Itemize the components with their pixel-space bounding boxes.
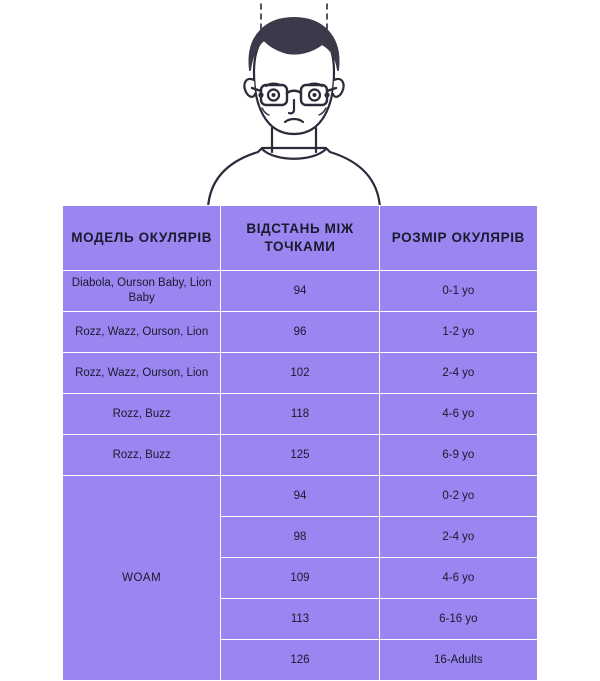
cell-distance: 94: [221, 271, 379, 312]
table-row: [63, 353, 538, 394]
cell-distance: 118: [221, 394, 379, 435]
cell-model: Rozz, Buzz: [63, 435, 221, 476]
cell-size: 2-4 yo: [379, 517, 537, 558]
cell-distance: 125: [221, 435, 379, 476]
cell-model-woam: WOAM: [63, 476, 221, 681]
cell-size: 1-2 yo: [379, 312, 537, 353]
header-size: РОЗМІР ОКУЛЯРІВ: [379, 206, 537, 271]
cell-distance: 109: [221, 558, 379, 599]
cell-size: 2-4 yo: [379, 353, 537, 394]
cell-size: 6-9 yo: [379, 435, 537, 476]
table-row: [63, 435, 538, 476]
cell-model: Rozz, Wazz, Ourson, Lion: [63, 353, 221, 394]
size-table-container: [62, 205, 538, 681]
cell-model: Rozz, Buzz: [63, 394, 221, 435]
cell-size: 6-16 yo: [379, 599, 537, 640]
table-row-woam: [63, 476, 538, 517]
cell-distance: 94: [221, 476, 379, 517]
cell-distance: 113: [221, 599, 379, 640]
measure-point-right: [324, 92, 329, 97]
cell-size: 0-2 yo: [379, 476, 537, 517]
cell-model: Rozz, Wazz, Ourson, Lion: [63, 312, 221, 353]
table-row: [63, 394, 538, 435]
cell-model: Diabola, Ourson Baby, Lion Baby: [63, 271, 221, 312]
cell-distance: 98: [221, 517, 379, 558]
cell-distance: 126: [221, 640, 379, 681]
cell-size: 16-Adults: [379, 640, 537, 681]
illustration-child-with-glasses: [0, 0, 600, 210]
table-row: [63, 271, 538, 312]
cell-distance: 96: [221, 312, 379, 353]
table-header-row: [63, 206, 538, 271]
header-model: МОДЕЛЬ ОКУЛЯРІВ: [63, 206, 221, 271]
cell-size: 4-6 yo: [379, 394, 537, 435]
size-table: [62, 205, 538, 681]
table-row: [63, 312, 538, 353]
header-distance: ВІДСТАНЬ МІЖ ТОЧКАМИ: [221, 206, 379, 271]
measure-point-left: [258, 92, 263, 97]
cell-distance: 102: [221, 353, 379, 394]
cell-size: 4-6 yo: [379, 558, 537, 599]
cell-size: 0-1 yo: [379, 271, 537, 312]
